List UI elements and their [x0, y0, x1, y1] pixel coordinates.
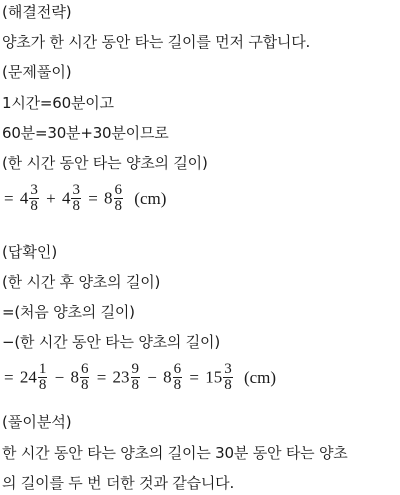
denominator: 8 [30, 198, 38, 214]
denominator: 8 [114, 198, 123, 214]
fraction [131, 362, 141, 393]
section-heading-check: (답확인) [2, 243, 58, 261]
initial-length-label: =(처음 양초의 길이) [2, 303, 135, 321]
minus-sign: − [147, 367, 157, 387]
mixed-whole: 4 [61, 188, 71, 208]
denominator: 8 [224, 377, 232, 393]
mixed-whole: 4 [19, 188, 29, 208]
analysis-text-line-1: 한 시간 동안 타는 양초의 길이는 30분 동안 타는 양초 [2, 444, 348, 462]
strategy-text: 양초가 한 시간 동안 타는 길이를 먼저 구합니다. [2, 33, 311, 51]
analysis-text-line-2: 의 길이를 두 번 더한 것과 같습니다. [2, 474, 235, 492]
numerator: 9 [131, 361, 140, 377]
equation-remaining-length [2, 362, 276, 393]
one-hour-text: 1시간=60분이고 [2, 94, 114, 112]
fraction [223, 362, 233, 393]
eq-sign: = [88, 188, 98, 208]
numerator: 6 [80, 361, 89, 377]
equation-burn-length [2, 183, 166, 214]
eq-sign: = [96, 367, 107, 387]
mixed-whole: 8 [163, 367, 172, 387]
eq-sign: = [4, 188, 14, 208]
fraction [80, 362, 90, 393]
burn-length-label: (한 시간 동안 타는 양초의 길이) [2, 154, 208, 172]
fraction [173, 362, 183, 393]
sixty-minutes-text: 60분=30분+30분이므로 [2, 124, 169, 142]
numerator: 3 [224, 361, 232, 377]
mixed-whole: 15 [205, 367, 223, 387]
section-heading-problem: (문제풀이) [2, 63, 72, 81]
denominator: 8 [72, 198, 80, 214]
mixed-whole: 8 [70, 367, 79, 387]
fraction [71, 183, 81, 214]
numerator: 6 [173, 361, 182, 377]
mixed-whole: 8 [104, 188, 113, 208]
minus-sign: − [54, 367, 65, 387]
denominator: 8 [80, 377, 89, 393]
plus-sign: + [46, 188, 56, 208]
denominator: 8 [131, 377, 140, 393]
mixed-whole: 24 [19, 367, 37, 387]
fraction [38, 362, 48, 393]
denominator: 8 [173, 377, 182, 393]
fraction [114, 183, 124, 214]
numerator: 6 [114, 182, 123, 198]
numerator: 3 [72, 182, 80, 198]
numerator: 3 [30, 182, 38, 198]
eq-sign: = [189, 367, 199, 387]
fraction [29, 183, 39, 214]
unit-label: (cm) [134, 188, 167, 208]
section-heading-analysis: (풀이분석) [2, 413, 72, 431]
mixed-whole: 23 [112, 367, 130, 387]
numerator: 1 [38, 361, 47, 377]
after-hour-label: (한 시간 후 양초의 길이) [2, 273, 161, 291]
minus-burn-label: −(한 시간 동안 타는 양초의 길이) [2, 333, 220, 351]
unit-label: (cm) [243, 367, 277, 387]
eq-sign: = [4, 367, 14, 387]
denominator: 8 [38, 377, 47, 393]
section-heading-solution: (해결전략) [2, 3, 72, 21]
